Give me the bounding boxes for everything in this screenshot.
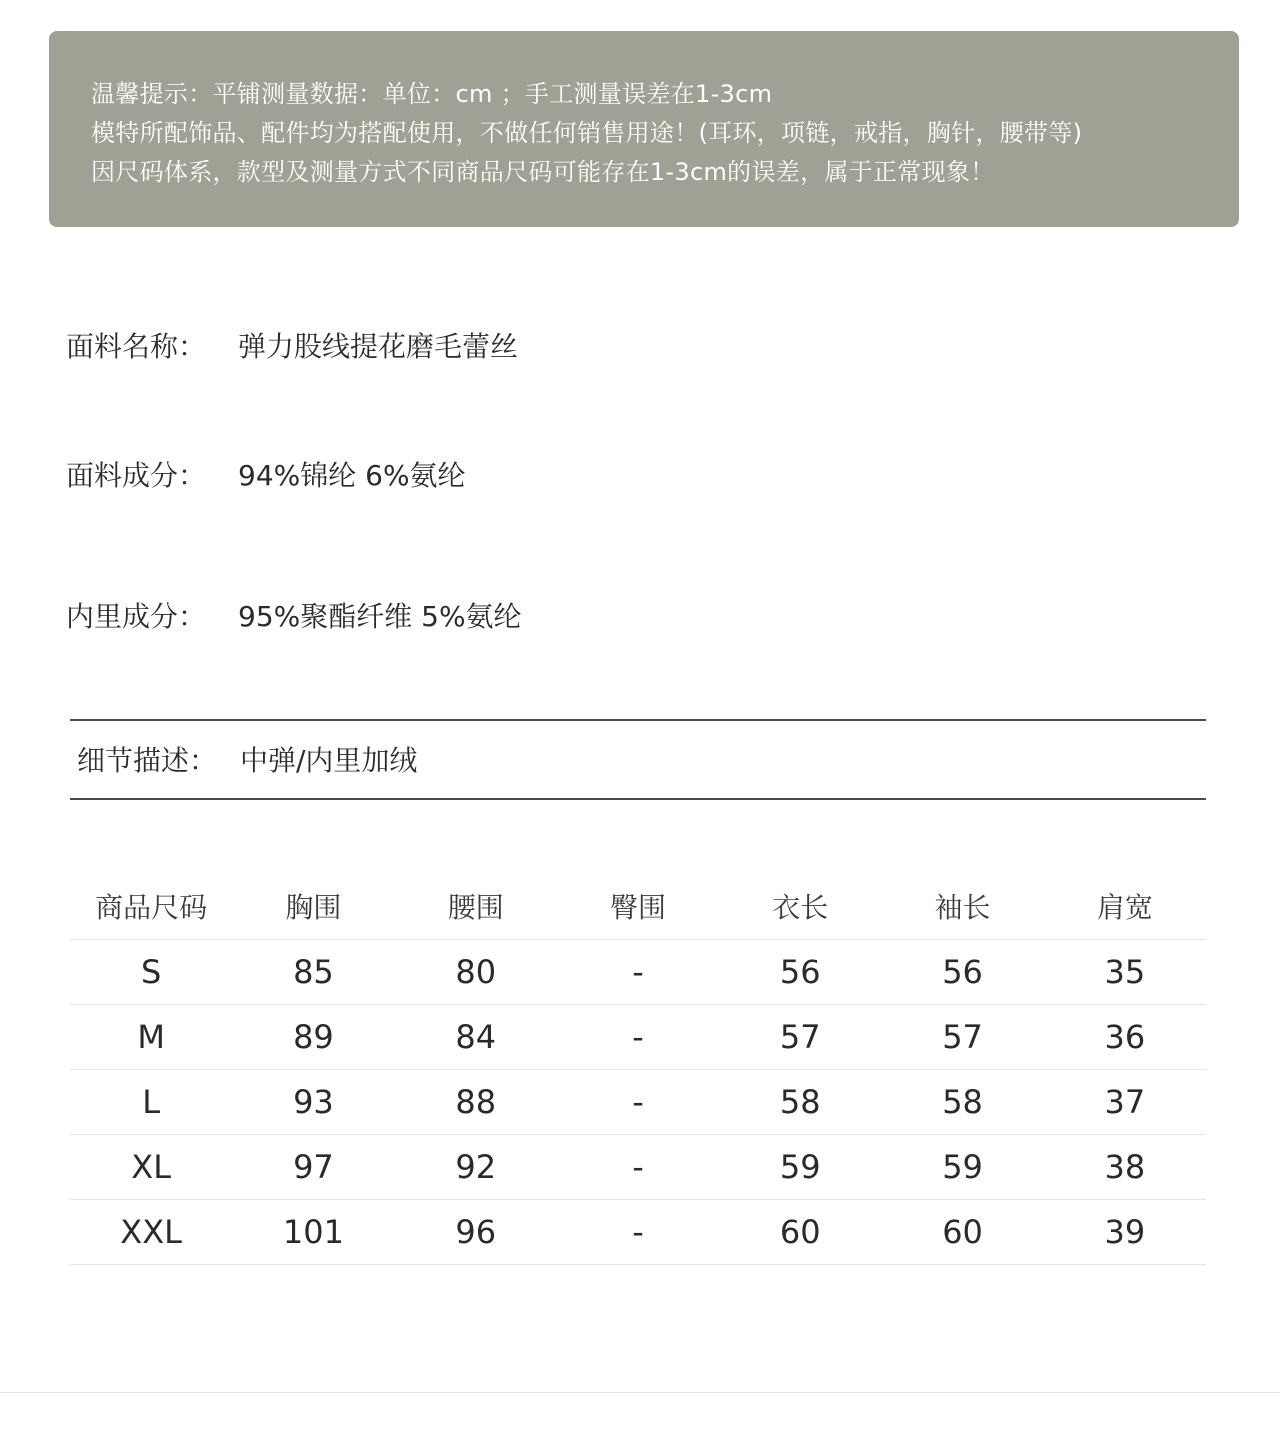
chest-cell: 85	[232, 939, 394, 1004]
sleeve-cell: 56	[881, 939, 1043, 1004]
shoulder-cell: 36	[1044, 1004, 1206, 1069]
size-cell: L	[70, 1069, 232, 1134]
notice-line: 因尺码体系，款型及测量方式不同商品尺码可能存在1-3cm的误差，属于正常现象！	[91, 158, 995, 186]
hip-cell: -	[557, 939, 719, 1004]
table-row	[70, 1004, 1206, 1069]
sleeve-cell: 60	[881, 1199, 1043, 1264]
lining-composition-row	[66, 595, 522, 635]
size-cell: XXL	[70, 1199, 232, 1264]
size-table-header-row	[70, 873, 1206, 939]
sleeve-cell: 57	[881, 1004, 1043, 1069]
chest-cell: 89	[232, 1004, 394, 1069]
hip-cell: -	[557, 1199, 719, 1264]
chest-cell: 101	[232, 1199, 394, 1264]
chest-cell: 93	[232, 1069, 394, 1134]
size-cell: XL	[70, 1134, 232, 1199]
fabric-composition-value: 94%锦纶 6%氨纶	[238, 459, 466, 492]
sleeve-cell: 58	[881, 1069, 1043, 1134]
column-header-sleeve: 袖长	[881, 873, 1043, 939]
table-row	[70, 1069, 1206, 1134]
waist-cell: 88	[395, 1069, 557, 1134]
shoulder-cell: 35	[1044, 939, 1206, 1004]
length-cell: 57	[719, 1004, 881, 1069]
hip-cell: -	[557, 1069, 719, 1134]
table-row	[70, 939, 1206, 1004]
length-cell: 59	[719, 1134, 881, 1199]
notice-line: 温馨提示：平铺测量数据：单位：cm ；手工测量误差在1-3cm	[91, 80, 773, 108]
size-table	[70, 873, 1206, 1265]
bottom-divider	[0, 1392, 1280, 1393]
table-row	[70, 1199, 1206, 1264]
detail-label: 细节描述：	[77, 744, 218, 777]
fabric-name-value: 弹力股线提花磨毛蕾丝	[238, 330, 519, 363]
waist-cell: 84	[395, 1004, 557, 1069]
hip-cell: -	[557, 1134, 719, 1199]
length-cell: 56	[719, 939, 881, 1004]
detail-value: 中弹/内里加绒	[240, 744, 418, 777]
column-header-hip: 臀围	[557, 873, 719, 939]
fabric-composition-row	[66, 454, 466, 494]
detail-row	[77, 739, 417, 779]
length-cell: 60	[719, 1199, 881, 1264]
column-header-chest: 胸围	[232, 873, 394, 939]
waist-cell: 80	[395, 939, 557, 1004]
shoulder-cell: 37	[1044, 1069, 1206, 1134]
detail-top-divider	[70, 719, 1206, 721]
column-header-waist: 腰围	[395, 873, 557, 939]
notice-box	[49, 31, 1239, 227]
fabric-name-label: 面料名称：	[66, 330, 207, 363]
lining-composition-label: 内里成分：	[66, 600, 207, 633]
waist-cell: 92	[395, 1134, 557, 1199]
table-row	[70, 1134, 1206, 1199]
column-header-size: 商品尺码	[70, 873, 232, 939]
size-cell: M	[70, 1004, 232, 1069]
chest-cell: 97	[232, 1134, 394, 1199]
hip-cell: -	[557, 1004, 719, 1069]
column-header-length: 衣长	[719, 873, 881, 939]
fabric-composition-label: 面料成分：	[66, 459, 207, 492]
detail-bottom-divider	[70, 798, 1206, 800]
shoulder-cell: 38	[1044, 1134, 1206, 1199]
waist-cell: 96	[395, 1199, 557, 1264]
lining-composition-value: 95%聚酯纤维 5%氨纶	[238, 600, 522, 633]
shoulder-cell: 39	[1044, 1199, 1206, 1264]
size-cell: S	[70, 939, 232, 1004]
notice-line: 模特所配饰品、配件均为搭配使用，不做任何销售用途！(耳环，项链，戒指，胸针，腰带等)	[91, 119, 1083, 147]
fabric-name-row	[66, 325, 518, 365]
length-cell: 58	[719, 1069, 881, 1134]
column-header-shoulder: 肩宽	[1044, 873, 1206, 939]
sleeve-cell: 59	[881, 1134, 1043, 1199]
